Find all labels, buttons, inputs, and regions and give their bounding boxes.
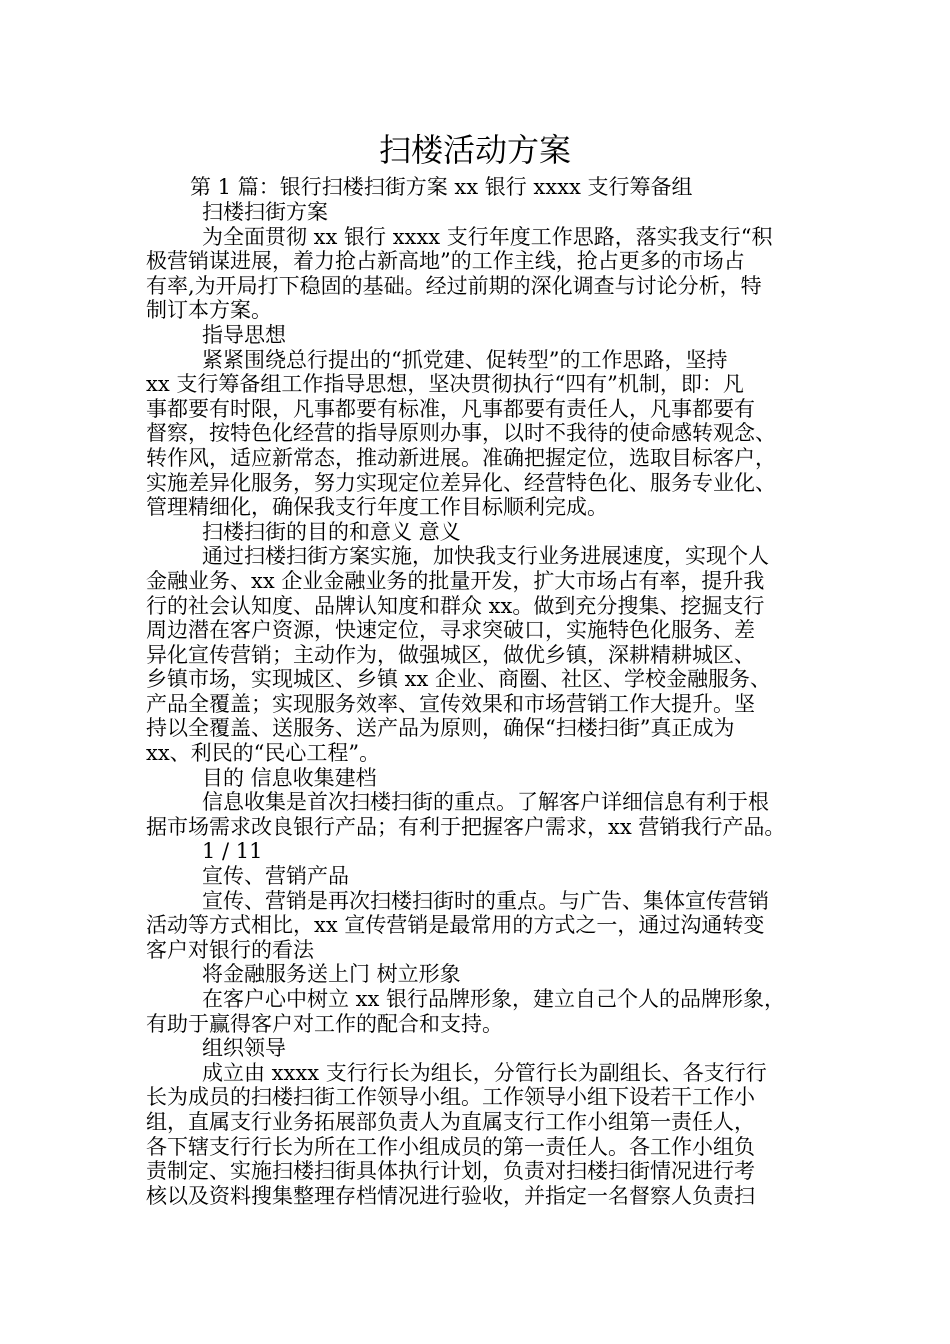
body-line: 督察，按特色化经营的指导原则办事，以时不我待的使命感转观念、 (146, 421, 776, 446)
body-line: 活动等方式相比，xx 宣传营销是最常用的方式之一，通过沟通转变 (146, 913, 765, 938)
body-line: 核以及资料搜集整理存档情况进行验收，并指定一名督察人负责扫 (146, 1183, 755, 1208)
body-line: 持以全覆盖、送服务、送产品为原则，确保“扫楼扫街”真正成为 (146, 716, 735, 741)
body-line: 据市场需求改良银行产品；有利于把握客户需求，xx 营销我行产品。 (146, 814, 786, 839)
document-body (146, 200, 816, 1208)
body-line: xx 支行筹备组工作指导思想，坚决贯彻执行“四有”机制，即：凡 (146, 372, 744, 397)
body-line: 在客户心中树立 xx 银行品牌形象，建立自己个人的品牌形象， (202, 987, 786, 1011)
body-line: 有率,为开局打下稳固的基础。经过前期的深化调查与讨论分析，特 (146, 273, 762, 298)
body-line: 目的 信息收集建档 (202, 765, 377, 790)
document-title: 扫楼活动方案 (378, 131, 571, 169)
body-line: 有助于赢得客户对工作的配合和支持。 (146, 1011, 503, 1036)
body-line: 周边潜在客户资源，快速定位，寻求突破口，实施特色化服务、差 (146, 618, 755, 643)
body-line: 各下辖支行行长为所在工作小组成员的第一责任人。各工作小组负 (146, 1134, 755, 1159)
body-line: 成立由 xxxx 支行行长为组长，分管行长为副组长、各支行行 (202, 1060, 767, 1085)
body-line: 金融业务、xx 企业金融业务的批量开发，扩大市场占有率，提升我 (146, 568, 765, 593)
body-line: 组，直属支行业务拓展部负责人为直属支行工作小组第一责任人， (146, 1109, 755, 1134)
body-line: 行的社会认知度、品牌认知度和群众 xx。做到充分搜集、挖掘支行 (146, 593, 765, 618)
body-line: 责制定、实施扫楼扫街具体执行计划，负责对扫楼扫街情况进行考 (146, 1159, 755, 1184)
body-line: 乡镇市场，实现城区、乡镇 xx 企业、商圈、社区、学校金融服务、 (146, 667, 772, 692)
body-line: 客户对银行的看法 (146, 937, 314, 962)
body-line: 转作风，适应新常态，推动新进展。准确把握定位，选取目标客户， (146, 445, 776, 470)
body-line: 指导思想 (202, 322, 286, 347)
body-line: 信息收集是首次扫楼扫街的重点。了解客户详细信息有利于根 (202, 790, 769, 815)
body-line: 扫楼扫街方案 (202, 200, 328, 224)
body-line: 产品全覆盖；实现服务效率、宣传效果和市场营销工作大提升。坚 (146, 691, 755, 716)
body-line: 1 / 11 (202, 839, 263, 864)
body-line: 宣传、营销产品 (202, 864, 349, 889)
body-line: 紧紧围绕总行提出的“抓党建、促转型”的工作思路，坚持 (202, 347, 728, 372)
body-line: xx、利民的“民心工程”。 (146, 741, 381, 766)
body-line: 实施差异化服务，努力实现定位差异化、经营特色化、服务专业化、 (146, 470, 776, 495)
body-line: 事都要有时限，凡事都要有标准，凡事都要有责任人，凡事都要有 (146, 396, 755, 421)
body-line: 极营销谋进展，着力抢占新高地”的工作主线，抢占更多的市场占 (146, 249, 745, 274)
document-subtitle: 第 1 篇：银行扫楼扫街方案 xx 银行 xxxx 支行筹备组 (190, 175, 693, 199)
body-line: 将金融服务送上门 树立形象 (202, 962, 461, 987)
body-line: 管理精细化，确保我支行年度工作目标顺利完成。 (146, 495, 608, 520)
body-line: 制订本方案。 (146, 298, 272, 323)
body-line: 组织领导 (202, 1036, 286, 1061)
body-line: 扫楼扫街的目的和意义 意义 (202, 519, 461, 544)
body-line: 通过扫楼扫街方案实施，加快我支行业务进展速度，实现个人 (202, 544, 769, 569)
body-line: 异化宣传营销；主动作为，做强城区，做优乡镇，深耕精耕城区、 (146, 642, 755, 667)
body-line: 为全面贯彻 xx 银行 xxxx 支行年度工作思路，落实我支行“积 (202, 224, 773, 249)
body-line: 宣传、营销是再次扫楼扫街时的重点。与广告、集体宣传营销 (202, 888, 769, 913)
body-line: 长为成员的扫楼扫街工作领导小组。工作领导小组下设若干工作小 (146, 1085, 755, 1110)
